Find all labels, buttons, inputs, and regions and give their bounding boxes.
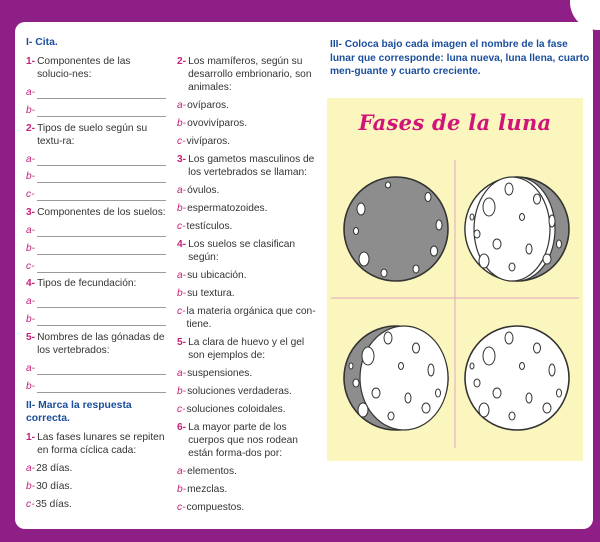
option-b[interactable]: b- su textura.: [177, 288, 235, 299]
question-number: 4-: [26, 278, 36, 290]
column-2: [177, 55, 317, 519]
question-number: 3-: [26, 206, 36, 218]
moon-phases-title: Fases de la luna: [358, 110, 552, 135]
option-b[interactable]: b- espermatozoides.: [177, 203, 268, 214]
question-number: 3-: [177, 154, 187, 165]
option-b[interactable]: b- ovovivíparos.: [177, 118, 248, 129]
question-number: 2-: [177, 56, 187, 67]
question-number: 1-: [26, 431, 36, 443]
question-text: La clara de huevo y el gel son ejemplos de:: [188, 337, 305, 361]
option-a[interactable]: a- suspensiones.: [177, 368, 253, 379]
option-c[interactable]: c- testículos.: [177, 221, 233, 232]
question-text: Componentes de los suelos:: [37, 206, 166, 218]
answer-letter: a-: [26, 296, 36, 308]
section-1-title: I- Cita.: [26, 37, 58, 48]
question-text: Los mamíferos, según su desarrollo embrionario, son animales:: [188, 56, 312, 93]
answer-letter: b-: [26, 380, 36, 392]
answer-line[interactable]: [37, 228, 166, 237]
answer-line[interactable]: [37, 299, 166, 308]
answer-letter: a-: [26, 153, 36, 165]
moon-full-icon: [465, 326, 569, 430]
section-2-title: II- Marca la respuesta correcta.: [26, 399, 132, 424]
option-c[interactable]: c- vivíparos.: [177, 136, 231, 147]
question-text: Los suelos se clasifican según:: [188, 239, 296, 263]
option-c[interactable]: c- la materia orgánica que con-tiene.: [177, 306, 316, 330]
s1-question-4: [26, 277, 166, 326]
question-text: Nombres de las gónadas de los vertebrados:: [37, 331, 165, 356]
question-number: 4-: [177, 239, 187, 250]
answer-line[interactable]: [37, 157, 166, 166]
section-3-instructions: III- Coloca bajo cada imagen el nombre de la fase lunar que corresponde: luna nueva, luna llena, cuarto men-guante y cuarto creciente.: [330, 39, 590, 77]
moon-phases-illustration: [327, 98, 583, 461]
moon-new-icon: [344, 177, 448, 281]
question-number: 5-: [26, 331, 36, 343]
question-number: 5-: [177, 337, 187, 348]
question-number: 1-: [26, 56, 36, 67]
answer-letter: c-: [26, 260, 35, 272]
answer-line[interactable]: [37, 264, 166, 273]
answer-line[interactable]: [37, 174, 166, 183]
s2-question-3: [177, 153, 317, 233]
question-text: Tipos de fecundación:: [37, 278, 137, 290]
option-c[interactable]: c- compuestos.: [177, 502, 245, 513]
s1-question-5: [26, 331, 166, 393]
question-text: La mayor parte de los cuerpos que nos rodean están forma-dos por:: [188, 422, 298, 459]
question-number: 2-: [26, 122, 36, 134]
answer-line[interactable]: [37, 384, 166, 393]
option-a[interactable]: a- elementos.: [177, 466, 237, 477]
option-b[interactable]: b- 30 días.: [26, 480, 73, 492]
answer-letter: c-: [26, 189, 35, 201]
answer-line[interactable]: [37, 108, 166, 117]
option-b[interactable]: b- soluciones verdaderas.: [177, 386, 292, 397]
column-1: [26, 36, 166, 516]
moon-phases-panel: [327, 98, 583, 461]
answer-letter: b-: [26, 104, 36, 116]
answer-letter: b-: [26, 171, 36, 183]
option-a[interactable]: a- su ubicación.: [177, 270, 247, 281]
option-c[interactable]: c- soluciones coloidales.: [177, 404, 286, 415]
question-text: Las fases lunares se repiten en forma cíclica cada:: [37, 431, 165, 456]
moon-waning-icon: [465, 177, 569, 281]
option-a[interactable]: a- 28 días.: [26, 462, 73, 474]
question-text: Tipos de suelo según su textu-ra:: [37, 122, 148, 147]
answer-letter: b-: [26, 314, 36, 326]
s2-question-6: [177, 421, 317, 514]
answer-letter: a-: [26, 362, 36, 374]
answer-line[interactable]: [37, 90, 166, 99]
s2-question-1: [26, 431, 166, 511]
answer-line[interactable]: [37, 366, 166, 375]
s1-question-2: [26, 122, 166, 202]
answer-letter: a-: [26, 224, 36, 236]
answer-line[interactable]: [37, 192, 166, 201]
answer-line[interactable]: [37, 246, 166, 255]
s1-question-3: [26, 206, 166, 273]
option-a[interactable]: a- óvulos.: [177, 185, 220, 196]
answer-line[interactable]: [37, 317, 166, 326]
moon-crescent-icon: [344, 326, 448, 430]
question-text: Componentes de las solucio-nes:: [37, 56, 131, 80]
option-c[interactable]: c- 35 días.: [26, 498, 72, 510]
s2-question-5: [177, 336, 317, 416]
answer-letter: b-: [26, 242, 36, 254]
s1-question-1: [26, 55, 166, 117]
question-number: 6-: [177, 422, 187, 433]
answer-letter: a-: [26, 87, 36, 98]
s2-question-2: [177, 55, 317, 148]
s2-question-4: [177, 238, 317, 331]
option-a[interactable]: a- ovíparos.: [177, 100, 229, 111]
question-text: Los gametos masculinos de los vertebrados se llaman:: [188, 154, 315, 178]
option-b[interactable]: b- mezclas.: [177, 484, 228, 495]
